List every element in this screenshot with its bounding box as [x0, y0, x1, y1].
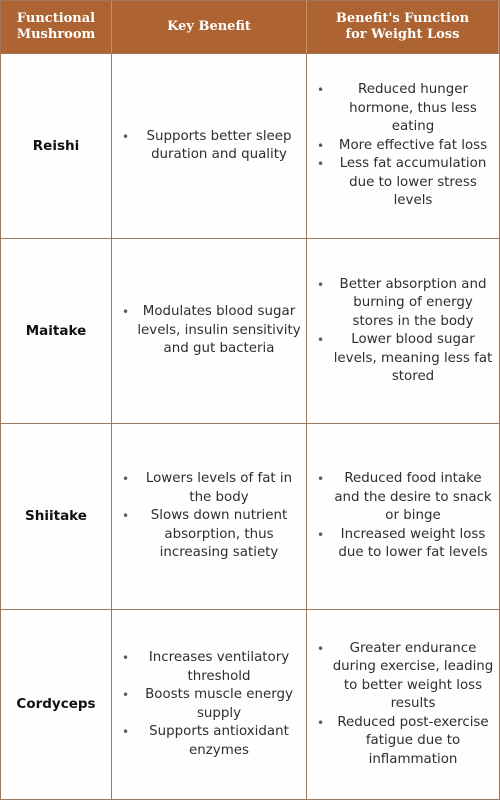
weight-loss-list	[307, 640, 499, 770]
list-item-text: Lower blood sugar levels, meaning less fat stored	[333, 332, 493, 384]
list-item-text: Less fat accumulation due to lower stress levels	[339, 156, 487, 209]
list-item	[122, 470, 302, 507]
bullet-icon: •	[317, 641, 325, 656]
bullet-icon: •	[317, 472, 325, 487]
list-item	[317, 137, 495, 156]
list-item-text: Reduced food intake and the desire to snack or binge	[334, 471, 492, 524]
weight-loss-cell	[307, 238, 499, 423]
bullet-icon: •	[317, 157, 325, 172]
header-key-benefit	[112, 1, 307, 53]
bullet-icon: •	[317, 527, 325, 542]
mushroom-name-cell	[1, 423, 112, 609]
mushroom-name-cell	[1, 609, 112, 799]
bullet-icon: •	[317, 138, 325, 153]
list-item	[122, 723, 302, 760]
list-item	[317, 81, 495, 137]
list-item	[317, 526, 495, 563]
list-item-text: Increased weight loss due to lower fat levels	[338, 526, 488, 561]
weight-loss-cell	[307, 609, 499, 799]
weight-loss-list	[307, 470, 499, 563]
list-item-text: Supports antioxidant enzymes	[149, 724, 289, 758]
list-item	[122, 303, 302, 359]
bullet-icon: •	[317, 333, 325, 347]
list-item-text: More effective fat loss	[338, 137, 488, 153]
list-item	[317, 276, 495, 332]
key-benefit-cell	[112, 423, 307, 609]
list-item	[317, 331, 495, 387]
bullet-icon: •	[122, 472, 130, 487]
mushroom-name: Shiitake	[25, 508, 87, 525]
list-item-text: Supports better sleep duration and quality	[146, 128, 292, 162]
mushroom-name: Reishi	[32, 137, 80, 154]
list-item	[122, 649, 302, 686]
key-benefit-list	[112, 128, 306, 165]
list-item-text: Modulates blood sugar levels, insulin sensitivity and gut bacteria	[137, 304, 301, 357]
header-line: for Weight Loss	[345, 27, 460, 42]
list-item-text: Slows down nutrient absorption, thus increasing satiety	[150, 508, 288, 561]
list-item-text: Reduced post-exercise fatigue due to inflammation	[337, 714, 489, 767]
list-item-text: Lowers levels of fat in the body	[145, 471, 293, 505]
key-benefit-cell	[112, 53, 307, 238]
list-item	[122, 507, 302, 563]
bullet-icon: •	[317, 83, 325, 98]
bullet-icon: •	[122, 129, 130, 144]
mushroom-name: Cordyceps	[16, 696, 96, 713]
list-item	[317, 714, 495, 770]
key-benefit-cell	[112, 609, 307, 799]
list-item-text: Better absorption and burning of energy stores in the body	[339, 276, 487, 329]
header-line: Mushroom	[16, 27, 96, 42]
list-item-text: Increases ventilatory threshold	[148, 650, 290, 684]
bullet-icon: •	[122, 725, 130, 739]
mushroom-name-cell	[1, 238, 112, 423]
header-weight-loss-function	[307, 1, 499, 53]
key-benefit-list	[112, 470, 306, 563]
list-item	[122, 686, 302, 723]
header-functional-mushroom	[1, 1, 112, 53]
weight-loss-cell	[307, 423, 499, 609]
header-line: Key Benefit	[167, 19, 251, 34]
list-item	[317, 640, 495, 714]
header-line: Benefit's Function	[335, 11, 470, 26]
list-item-text: Boosts muscle energy supply	[145, 687, 293, 721]
list-item	[122, 128, 302, 165]
header-line: Functional	[16, 11, 96, 26]
weight-loss-list	[307, 81, 499, 211]
mushroom-name-cell	[1, 53, 112, 238]
list-item-text: Greater endurance during exercise, leading to better weight loss results	[332, 640, 494, 712]
bullet-icon: •	[122, 688, 130, 702]
list-item	[317, 155, 495, 211]
list-item	[317, 470, 495, 526]
weight-loss-list	[307, 276, 499, 387]
list-item-text: Reduced hunger hormone, thus less eating	[349, 82, 477, 135]
bullet-icon: •	[122, 509, 130, 524]
key-benefit-cell	[112, 238, 307, 423]
key-benefit-list	[112, 649, 306, 760]
bullet-icon: •	[317, 277, 325, 292]
mushroom-name: Maitake	[25, 322, 87, 339]
bullet-icon: •	[122, 305, 130, 320]
bullet-icon: •	[122, 651, 130, 665]
weight-loss-cell	[307, 53, 499, 238]
key-benefit-list	[112, 303, 306, 359]
bullet-icon: •	[317, 715, 325, 730]
